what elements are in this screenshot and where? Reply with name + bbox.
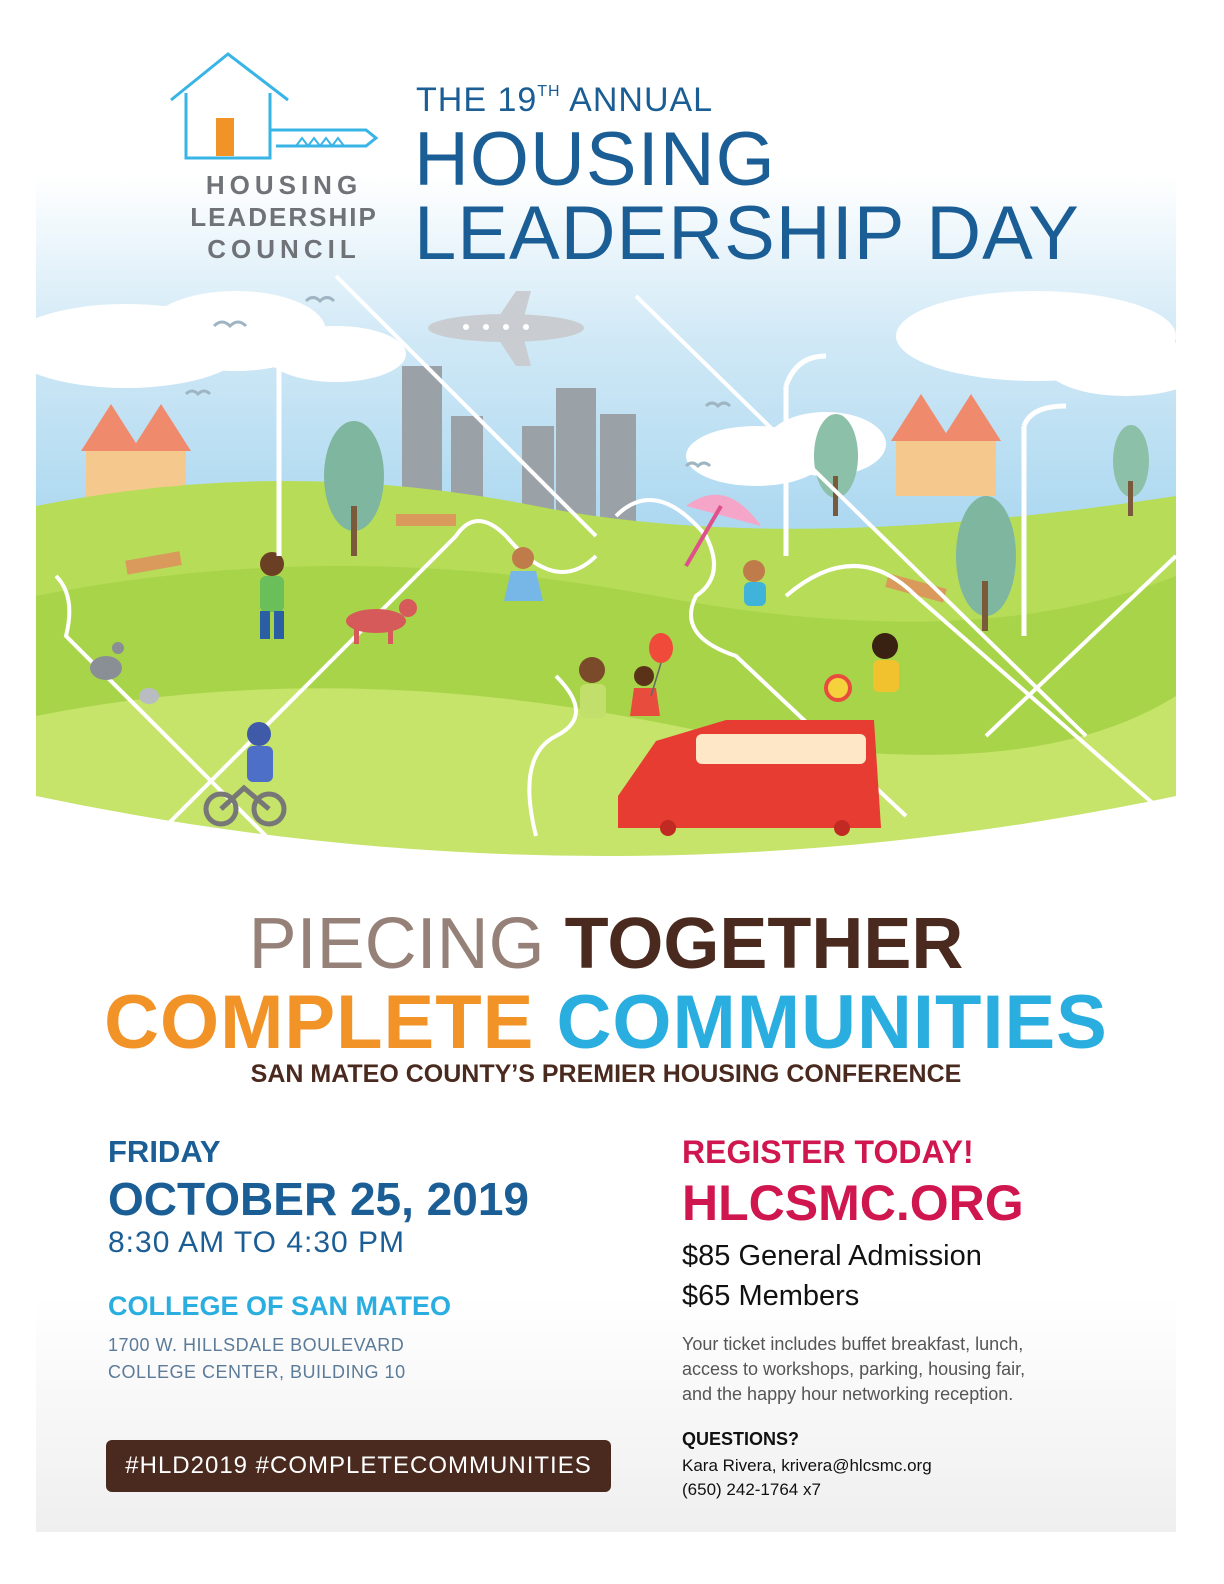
price-members: $65 Members	[682, 1280, 860, 1312]
annual-line: THE 19TH ANNUAL	[416, 81, 714, 119]
tagline-communities: COMMUNITIES	[556, 980, 1108, 1065]
register-url-link[interactable]: HLCSMC.ORG	[682, 1175, 1024, 1231]
tagline-complete: COMPLETE	[104, 980, 535, 1065]
logo-org-name-1: HOUSING	[205, 170, 363, 200]
price-general: $85 General Admission	[682, 1240, 982, 1272]
event-time: 8:30 AM TO 4:30 PM	[108, 1226, 406, 1259]
register-cta: REGISTER TODAY!	[682, 1134, 974, 1170]
questions-label: QUESTIONS?	[682, 1429, 800, 1449]
contact-phone: (650) 242-1764 x7	[682, 1480, 821, 1499]
contact-email-line[interactable]: Kara Rivera, krivera@hlcsmc.org	[682, 1456, 932, 1475]
logo-org-name-3: COUNCIL	[207, 234, 361, 264]
ticket-includes	[682, 1332, 1102, 1407]
page-title-line2: LEADERSHIP DAY	[414, 191, 1080, 276]
event-venue: COLLEGE OF SAN MATEO	[108, 1291, 451, 1321]
tagline-piecing: PIECING	[248, 904, 545, 984]
event-date: OCTOBER 25, 2019	[108, 1173, 530, 1225]
tagline-line2	[36, 981, 1176, 1065]
tagline-together: TOGETHER	[564, 904, 964, 984]
ticket-includes-line2: access to workshops, parking, housing fair,	[682, 1359, 1026, 1379]
beach-ball-icon	[826, 676, 850, 700]
house-key-logo-icon	[166, 48, 386, 168]
flyer-page	[36, 36, 1176, 1532]
conference-subtitle: SAN MATEO COUNTY’S PREMIER HOUSING CONFERENCE	[250, 1060, 962, 1088]
page-title-line1: HOUSING	[414, 117, 776, 202]
ticket-includes-line1: Your ticket includes buffet breakfast, lunch,	[682, 1334, 1024, 1354]
tagline-line1	[36, 904, 1176, 984]
venue-address-2: COLLEGE CENTER, BUILDING 10	[108, 1362, 406, 1382]
ticket-includes-line3: and the happy hour networking reception.	[682, 1384, 1014, 1404]
event-day: FRIDAY	[108, 1134, 221, 1169]
hashtag-badge: #HLD2019 #COMPLETECOMMUNITIES	[106, 1440, 611, 1492]
venue-address-1: 1700 W. HILLSDALE BOULEVARD	[108, 1335, 405, 1355]
logo-org-name-2: LEADERSHIP	[190, 202, 378, 232]
